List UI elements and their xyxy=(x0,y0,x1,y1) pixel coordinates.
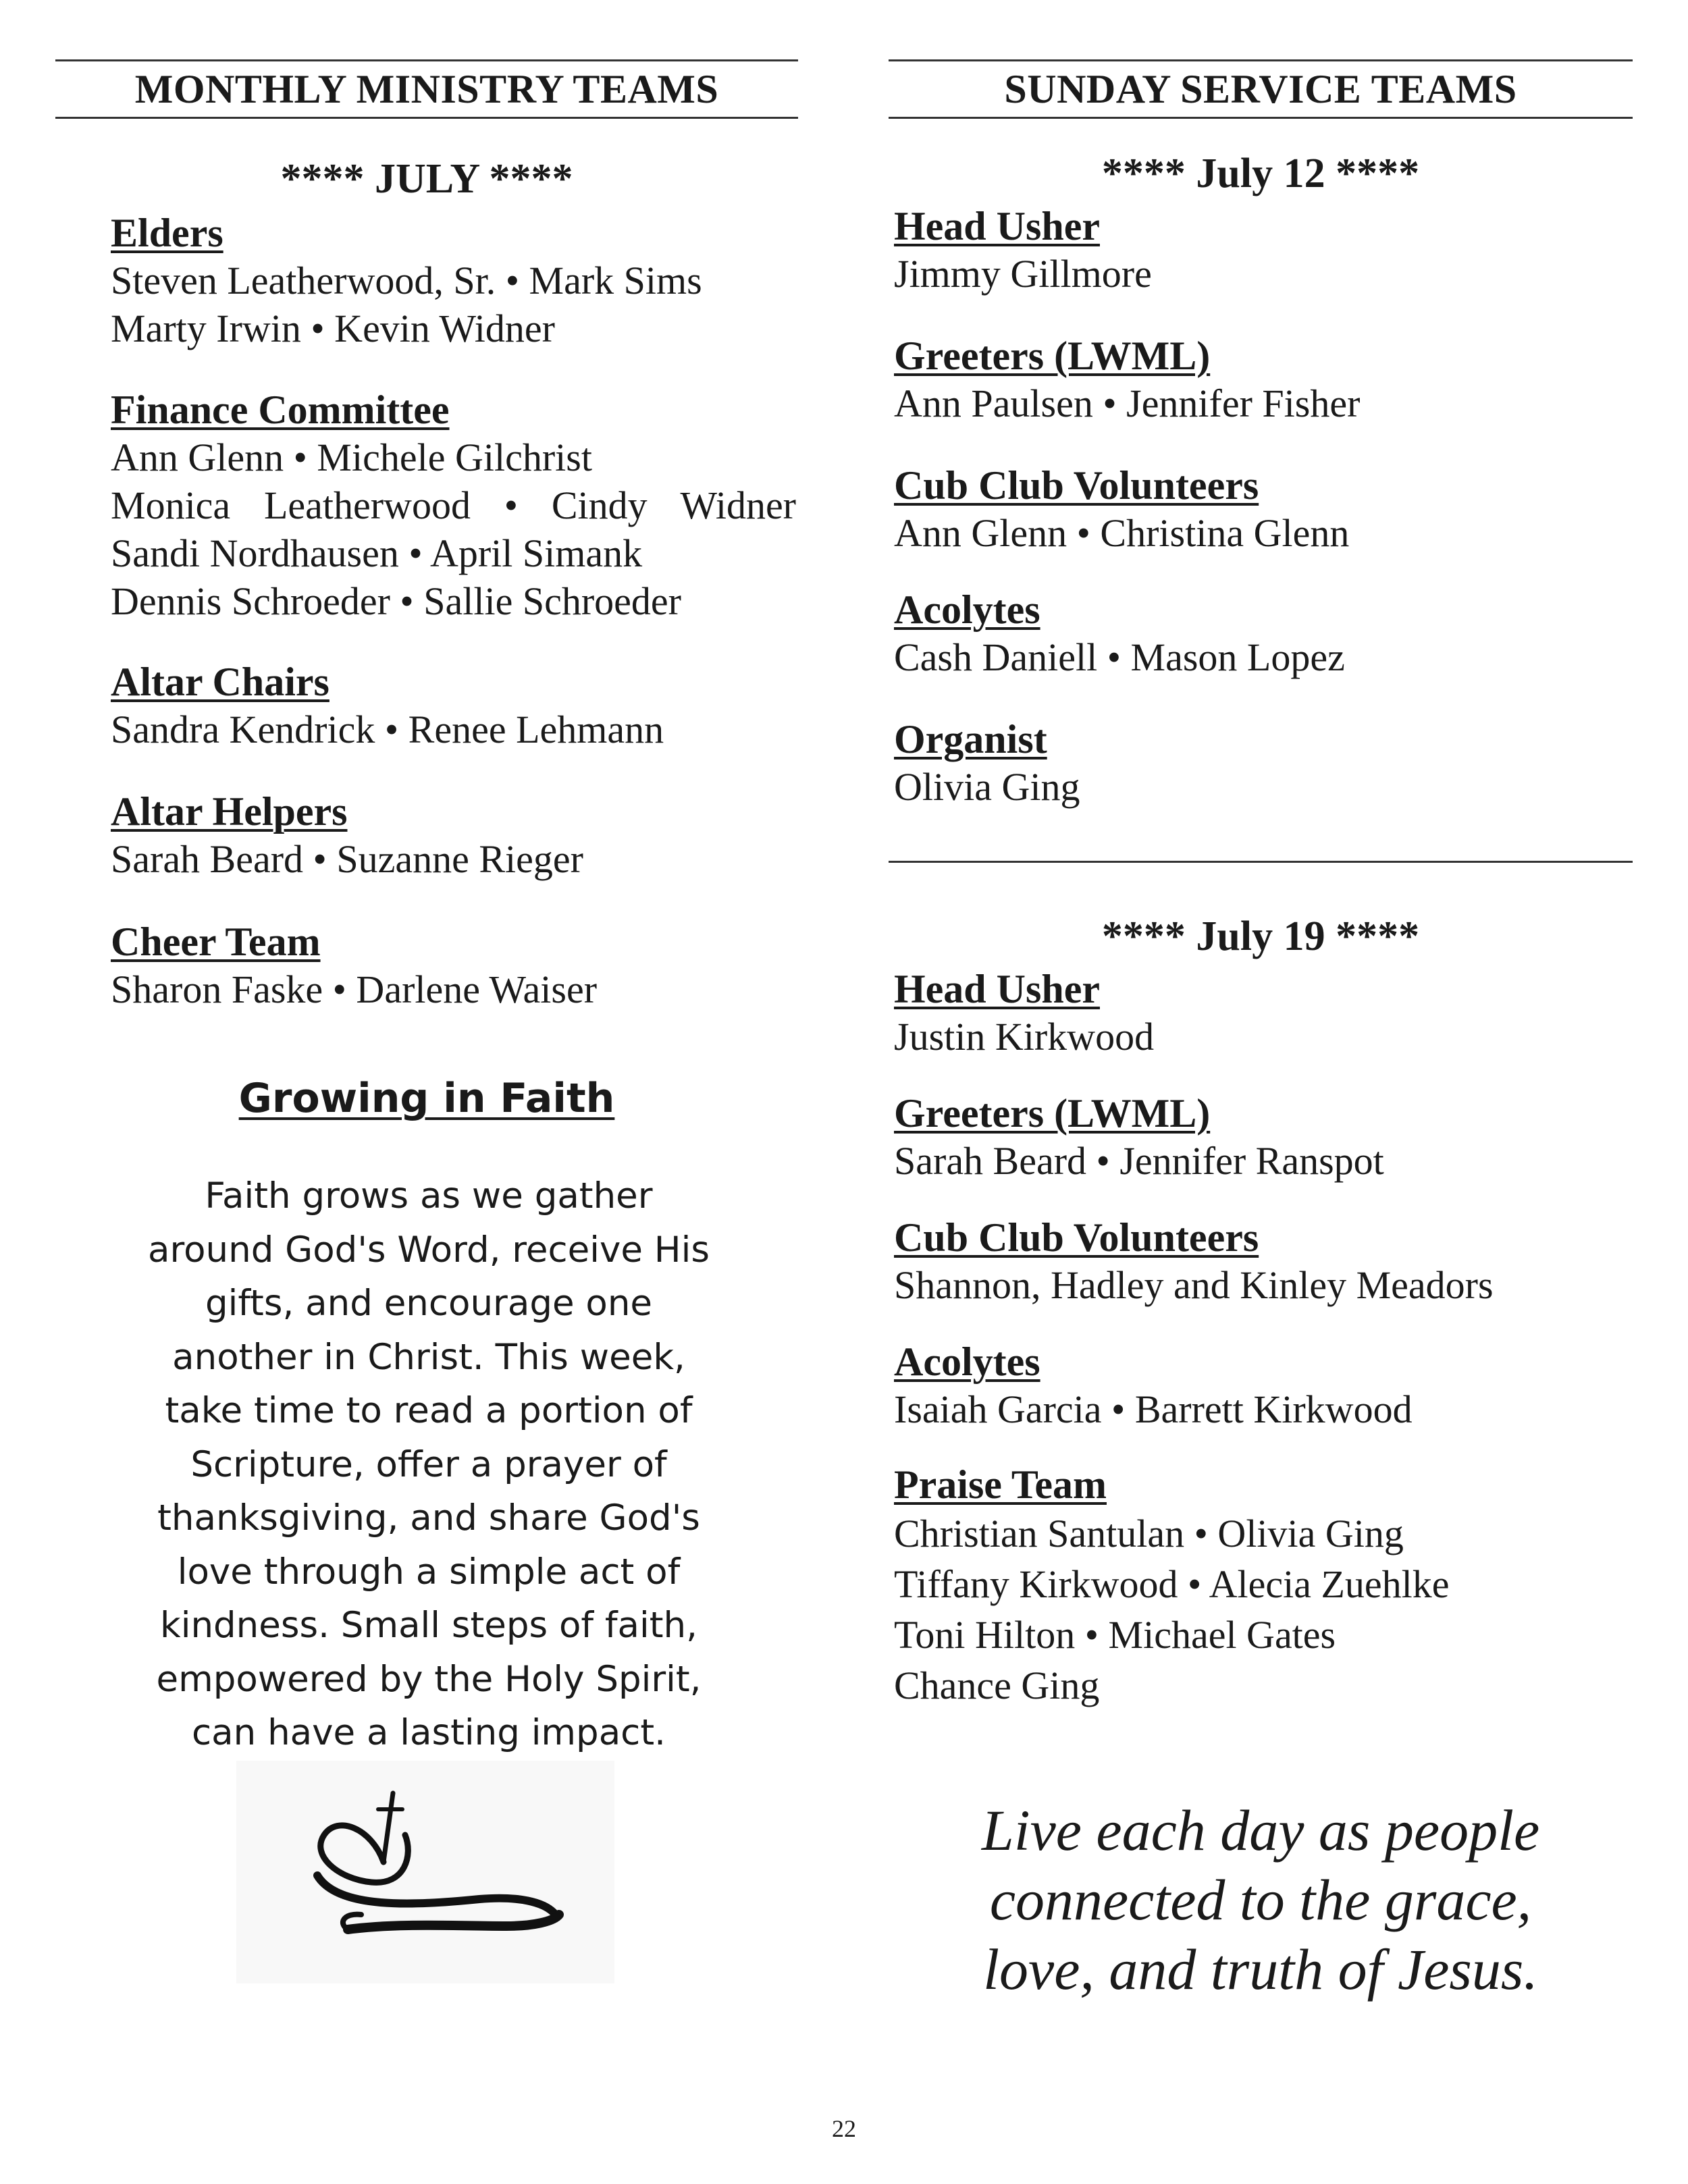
service-date-heading: **** July 19 **** xyxy=(1101,913,1420,959)
team-label: Organist xyxy=(894,717,1047,762)
quote-line: connected to the grace, xyxy=(989,1867,1532,1932)
team-label: Cub Club Volunteers xyxy=(894,463,1259,508)
team-member-line: Sandra Kendrick • Renee Lehmann xyxy=(111,708,664,751)
monthly-ministry-column xyxy=(55,0,798,2184)
team-member-line: Ann Glenn • Christina Glenn xyxy=(894,511,1350,555)
team-member-line: Steven Leatherwood, Sr. • Mark Sims xyxy=(111,259,702,302)
team-altar-helpers xyxy=(111,788,583,883)
monthly-ministry-header: MONTHLY MINISTRY TEAMS xyxy=(55,59,798,119)
team-member-line: Marty Irwin • Kevin Widner xyxy=(111,307,555,350)
section-divider xyxy=(889,861,1633,863)
team-acolytes xyxy=(894,1338,1413,1433)
page-number: 22 xyxy=(832,2115,856,2142)
team-cheer-team xyxy=(111,918,597,1013)
team-finance-committee xyxy=(111,386,796,625)
team-member-line: Sandi Nordhausen • April Simank xyxy=(111,531,643,575)
team-label: Head Usher xyxy=(894,967,1100,1011)
team-label: Acolytes xyxy=(894,1339,1040,1384)
growing-in-faith-text xyxy=(47,1169,810,1760)
faith-text-line: kindness. Small steps of faith, xyxy=(160,1605,697,1646)
team-label: Elders xyxy=(111,211,223,255)
team-label: Finance Committee xyxy=(111,388,450,432)
team-label: Cheer Team xyxy=(111,920,321,964)
team-member-line: Cash Daniell • Mason Lopez xyxy=(894,635,1345,679)
team-member-line: Christian Santulan • Olivia Ging xyxy=(894,1512,1404,1555)
team-cub-club-volunteers xyxy=(894,1214,1494,1309)
team-label: Altar Helpers xyxy=(111,789,348,834)
team-member-line: Monica Leatherwood • Cindy Widner xyxy=(111,483,796,527)
team-member-line: Isaiah Garcia • Barrett Kirkwood xyxy=(894,1387,1413,1431)
team-greeters xyxy=(894,332,1360,427)
month-heading: **** JULY **** xyxy=(280,156,573,202)
faith-text-line: Scripture, offer a prayer of xyxy=(190,1443,667,1485)
team-altar-chairs xyxy=(111,658,664,753)
team-label: Greeters (LWML) xyxy=(894,334,1211,378)
team-head-usher xyxy=(894,203,1152,298)
team-member-line: Ann Glenn • Michele Gilchrist xyxy=(111,435,592,479)
team-label: Greeters (LWML) xyxy=(894,1091,1211,1136)
growing-in-faith-title: Growing in Faith xyxy=(238,1075,615,1122)
team-member-line: Chance Ging xyxy=(894,1663,1100,1707)
team-label: Head Usher xyxy=(894,204,1100,248)
team-member-line: Jimmy Gillmore xyxy=(894,252,1152,296)
sunday-service-column xyxy=(889,0,1633,2184)
team-member-line: Ann Paulsen • Jennifer Fisher xyxy=(894,381,1361,425)
faith-text-line: gifts, and encourage one xyxy=(205,1283,653,1324)
team-member-line: Justin Kirkwood xyxy=(894,1015,1155,1059)
team-member-line: Shannon, Hadley and Kinley Meadors xyxy=(894,1263,1494,1307)
sunday-service-header: SUNDAY SERVICE TEAMS xyxy=(889,59,1633,119)
team-label: Acolytes xyxy=(894,587,1040,632)
team-member-line: Sharon Faske • Darlene Waiser xyxy=(111,967,598,1011)
faith-text-line: empowered by the Holy Spirit, xyxy=(156,1658,702,1700)
team-organist xyxy=(894,716,1080,811)
team-member-line: Dennis Schroeder • Sallie Schroeder xyxy=(111,579,681,623)
team-greeters xyxy=(894,1090,1384,1185)
team-label: Cub Club Volunteers xyxy=(894,1215,1259,1260)
team-member-line: Olivia Ging xyxy=(894,765,1080,809)
quote-line: love, and truth of Jesus. xyxy=(983,1937,1538,2002)
team-member-line: Toni Hilton • Michael Gates xyxy=(894,1613,1336,1657)
faith-text-line: around God's Word, receive His xyxy=(147,1229,710,1271)
faith-text-line: take time to read a portion of xyxy=(165,1390,693,1431)
team-head-usher xyxy=(894,965,1154,1061)
cross-ribbon-icon xyxy=(236,1761,614,1983)
quote-line: Live each day as people xyxy=(981,1798,1540,1863)
service-date-heading: **** July 12 **** xyxy=(1101,151,1420,196)
team-label: Altar Chairs xyxy=(111,660,329,704)
team-elders xyxy=(111,209,702,352)
closing-quote xyxy=(889,1796,1633,2004)
team-member-line: Sarah Beard • Suzanne Rieger xyxy=(111,837,583,881)
faith-text-line: love through a simple act of xyxy=(177,1551,681,1593)
faith-text-line: Faith grows as we gather xyxy=(205,1175,653,1217)
team-member-line: Tiffany Kirkwood • Alecia Zuehlke xyxy=(894,1562,1450,1606)
team-acolytes xyxy=(894,586,1345,681)
faith-text-line: can have a lasting impact. xyxy=(192,1712,666,1753)
team-cub-club-volunteers xyxy=(894,462,1349,557)
faith-text-line: another in Christ. This week, xyxy=(172,1336,685,1378)
cross-ribbon-graphic xyxy=(236,1761,614,1983)
team-praise-team xyxy=(894,1461,1450,1711)
team-label: Praise Team xyxy=(894,1462,1107,1507)
faith-text-line: thanksgiving, and share God's xyxy=(157,1497,700,1539)
team-member-line: Sarah Beard • Jennifer Ranspot xyxy=(894,1139,1384,1183)
